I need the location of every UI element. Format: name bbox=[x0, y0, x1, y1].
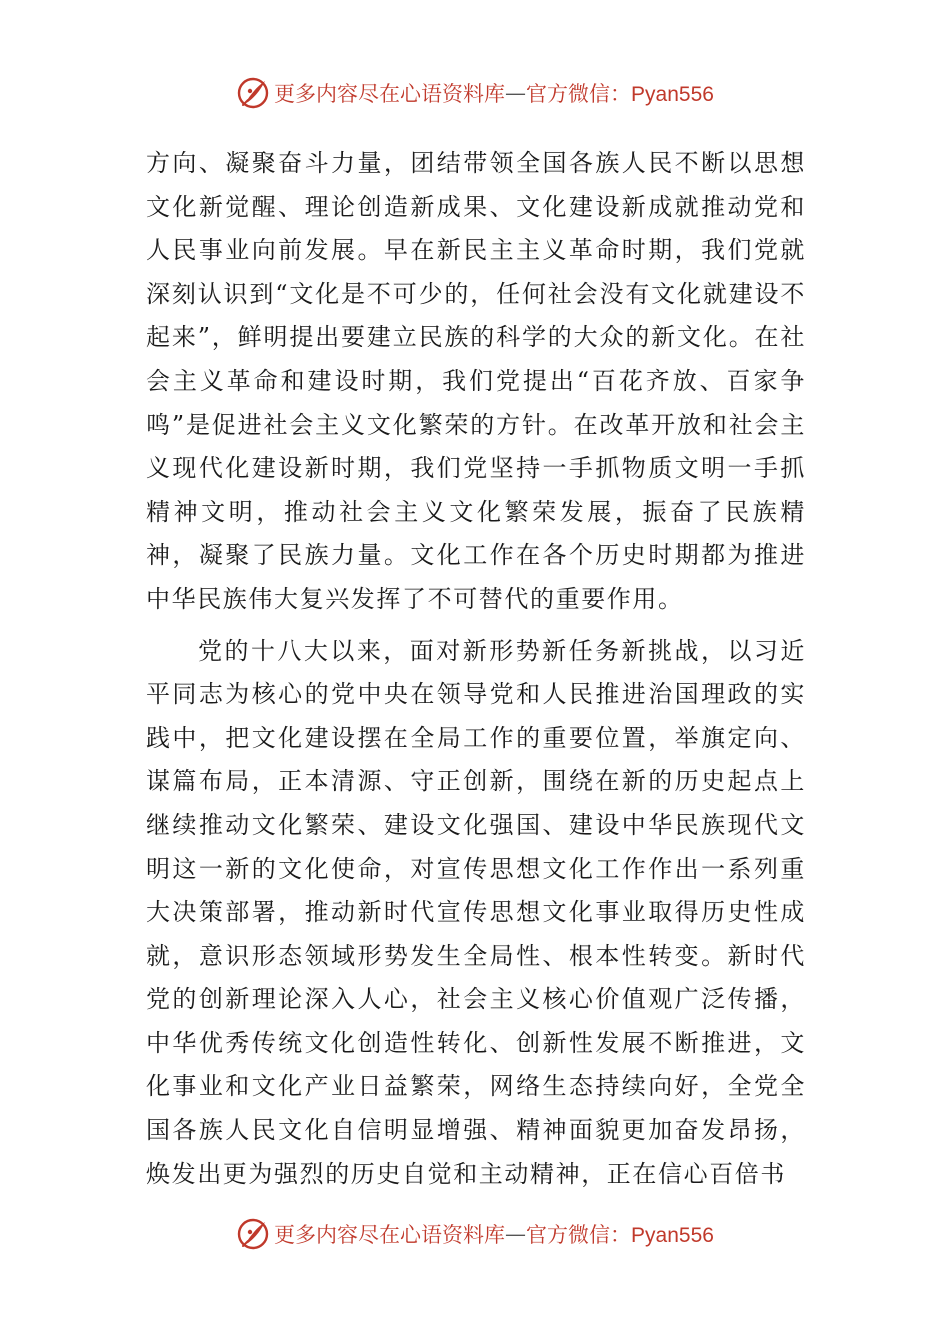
header-banner-separator: — bbox=[505, 81, 527, 105]
document-body bbox=[146, 142, 806, 1196]
body-paragraph-2: 党的十八大以来，面对新形势新任务新挑战，以习近平同志为核心的党中央在领导党和人民推进治国理政的实践中，把文化建设摆在全局工作的重要位置，举旗定向、谋篇布局，正本清源、守正创新，围绕在新的历史起点上继续推动文化繁荣、建设文化强国、建设中华民族现代文明这一新的文化使命，对宣传思想文化工作作出一系列重大决策部署，推动新时代宣传思想文化事业取得历史性成就，意识形态领域形势发生全局性、根本性转变。新时代党的创新理论深入人心，社会主义核心价值观广泛传播，中华优秀传统文化创造性转化、创新性发展不断推进，文化事业和文化产业日益繁荣，网络生态持续向好，全党全国各族人民文化自信明显增强、精神面貌更加奋发昂扬，焕发出更为强烈的历史自觉和主动精神，正在信心百倍书 bbox=[146, 636, 806, 1188]
body-paragraph-1: 方向、凝聚奋斗力量，团结带领全国各族人民不断以思想文化新觉醒、理论创造新成果、文化建设新成就推动党和人民事业向前发展。早在新民主主义革命时期，我们党就深刻认识到“文化是不可少的，任何社会没有文化就建设不起来”，鲜明提出要建立民族的科学的大众的新文化。在社会主义革命和建设时期，我们党提出“百花齐放、百家争鸣”是促进社会主义文化繁荣的方针。在改革开放和社会主义现代化建设新时期，我们党坚持一手抓物质文明一手抓精神文明，推动社会主义文化繁荣发展，振奋了民族精神，凝聚了民族力量。文化工作在各个历史时期都为推进中华民族伟大复兴发挥了不可替代的重要作用。 bbox=[146, 149, 806, 613]
header-banner-main-text: 更多内容尽在心语资料库 bbox=[274, 82, 506, 106]
footer-banner-main-text: 更多内容尽在心语资料库 bbox=[274, 1223, 506, 1247]
header-banner bbox=[0, 73, 950, 113]
footer-banner-contact: 官方微信：Pyan556 bbox=[526, 1224, 714, 1247]
footer-banner-separator: — bbox=[505, 1222, 527, 1246]
quill-pen-logo-icon bbox=[236, 1217, 270, 1251]
quill-pen-logo-icon bbox=[236, 76, 270, 110]
footer-banner bbox=[0, 1214, 950, 1254]
header-banner-contact: 官方微信：Pyan556 bbox=[526, 83, 714, 106]
